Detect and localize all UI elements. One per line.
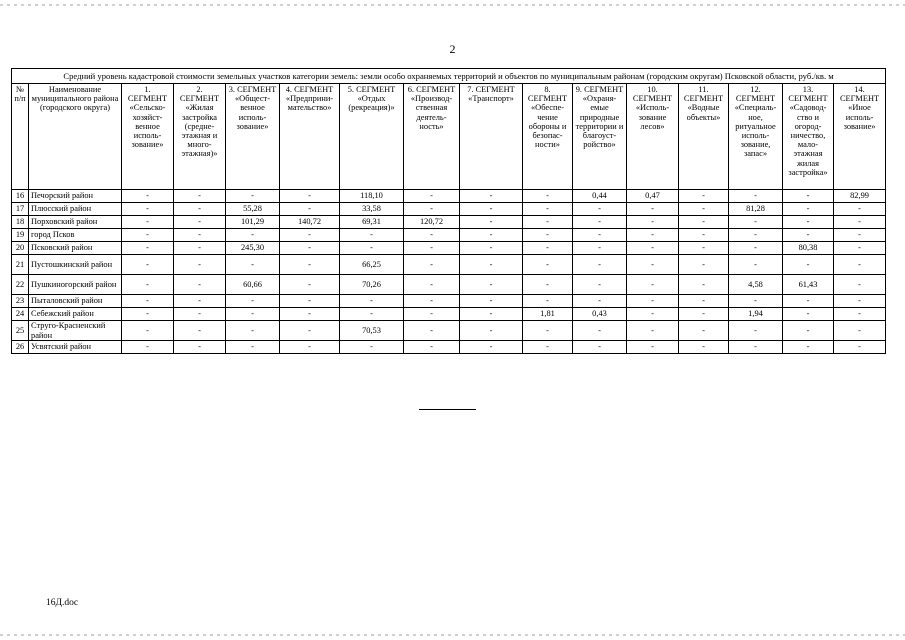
segment-value-cell: - bbox=[122, 229, 174, 242]
segment-value-cell: - bbox=[627, 203, 679, 216]
segment-value-cell: - bbox=[404, 255, 460, 275]
column-header-segment: 6. СЕГМЕНТ «Производ-ственная деятель-ность» bbox=[404, 84, 460, 190]
segment-value-cell: - bbox=[226, 229, 280, 242]
segment-value-cell: - bbox=[523, 203, 573, 216]
segment-value-cell: - bbox=[174, 295, 226, 308]
row-number: 24 bbox=[12, 308, 29, 321]
segment-value-cell: - bbox=[280, 190, 340, 203]
segment-value-cell: 101,29 bbox=[226, 216, 280, 229]
segment-value-cell: - bbox=[280, 275, 340, 295]
table-row bbox=[12, 242, 886, 255]
segment-value-cell: - bbox=[679, 242, 729, 255]
segment-value-cell: - bbox=[627, 321, 679, 341]
page-number: 2 bbox=[449, 42, 456, 56]
column-header-segment: 1. СЕГМЕНТ «Сельско-хозяйст-венное исполь-зование» bbox=[122, 84, 174, 190]
segment-value-cell: - bbox=[174, 255, 226, 275]
segment-value-cell: - bbox=[627, 308, 679, 321]
segment-value-cell: - bbox=[404, 308, 460, 321]
segment-value-cell: - bbox=[679, 216, 729, 229]
segment-value-cell: - bbox=[523, 275, 573, 295]
district-name: Плюсский район bbox=[29, 203, 122, 216]
segment-value-cell: - bbox=[783, 321, 834, 341]
table-row bbox=[12, 229, 886, 242]
segment-value-cell: - bbox=[460, 229, 523, 242]
segment-value-cell: - bbox=[627, 295, 679, 308]
segment-value-cell: - bbox=[226, 308, 280, 321]
segment-value-cell: - bbox=[783, 190, 834, 203]
segment-value-cell: - bbox=[174, 229, 226, 242]
district-name: Пушкиногорский район bbox=[29, 275, 122, 295]
segment-value-cell: - bbox=[280, 308, 340, 321]
segment-value-cell: - bbox=[834, 255, 886, 275]
row-number: 25 bbox=[12, 321, 29, 341]
segment-value-cell: - bbox=[783, 295, 834, 308]
segment-value-cell: - bbox=[174, 275, 226, 295]
segment-value-cell: - bbox=[404, 341, 460, 354]
scan-edge-top bbox=[0, 4, 905, 6]
segment-value-cell: 33,58 bbox=[340, 203, 404, 216]
segment-value-cell: 60,66 bbox=[226, 275, 280, 295]
segment-value-cell: - bbox=[122, 190, 174, 203]
segment-value-cell: 80,38 bbox=[783, 242, 834, 255]
segment-value-cell: - bbox=[523, 255, 573, 275]
segment-value-cell: - bbox=[573, 216, 627, 229]
segment-value-cell: - bbox=[280, 295, 340, 308]
segment-value-cell: - bbox=[679, 203, 729, 216]
segment-value-cell: - bbox=[783, 308, 834, 321]
segment-value-cell: - bbox=[404, 190, 460, 203]
column-header-segment: 10. СЕГМЕНТ «Исполь-зование лесов» bbox=[627, 84, 679, 190]
segment-value-cell: - bbox=[679, 341, 729, 354]
district-name: Себежский район bbox=[29, 308, 122, 321]
segment-value-cell: 70,26 bbox=[340, 275, 404, 295]
segment-value-cell: - bbox=[460, 242, 523, 255]
segment-value-cell: - bbox=[122, 275, 174, 295]
segment-value-cell: - bbox=[174, 308, 226, 321]
row-number: 20 bbox=[12, 242, 29, 255]
header-row bbox=[12, 84, 886, 190]
row-number: 23 bbox=[12, 295, 29, 308]
segment-value-cell: - bbox=[523, 216, 573, 229]
segment-value-cell: - bbox=[679, 321, 729, 341]
segment-value-cell: 0,44 bbox=[573, 190, 627, 203]
segment-value-cell: - bbox=[834, 341, 886, 354]
segment-value-cell: - bbox=[729, 229, 783, 242]
segment-value-cell: - bbox=[783, 216, 834, 229]
segment-value-cell: - bbox=[460, 255, 523, 275]
segment-value-cell: - bbox=[460, 216, 523, 229]
district-name: Псковский район bbox=[29, 242, 122, 255]
segment-value-cell: - bbox=[834, 242, 886, 255]
segment-value-cell: - bbox=[834, 216, 886, 229]
segment-value-cell: 66,25 bbox=[340, 255, 404, 275]
segment-value-cell: - bbox=[122, 321, 174, 341]
segment-value-cell: - bbox=[174, 242, 226, 255]
segment-value-cell: - bbox=[404, 203, 460, 216]
segment-value-cell: - bbox=[783, 203, 834, 216]
segment-value-cell: - bbox=[523, 341, 573, 354]
segment-value-cell: - bbox=[460, 341, 523, 354]
segment-value-cell: - bbox=[834, 203, 886, 216]
segment-value-cell: - bbox=[729, 295, 783, 308]
table-row bbox=[12, 275, 886, 295]
segment-value-cell: - bbox=[573, 255, 627, 275]
segment-value-cell: - bbox=[340, 341, 404, 354]
table-title: Средний уровень кадастровой стоимости земельных участков категории земель: земли особо охраняемых территорий и объектов по муниципальным районам (городским округам) Псковской области, руб./кв. м bbox=[12, 69, 886, 84]
segment-value-cell: - bbox=[122, 255, 174, 275]
segment-value-cell: - bbox=[280, 255, 340, 275]
segment-value-cell: - bbox=[834, 308, 886, 321]
segment-value-cell: 245,30 bbox=[226, 242, 280, 255]
segment-value-cell: 69,31 bbox=[340, 216, 404, 229]
segment-value-cell: - bbox=[404, 242, 460, 255]
segment-value-cell: - bbox=[122, 295, 174, 308]
segment-value-cell: - bbox=[226, 341, 280, 354]
segment-value-cell: - bbox=[523, 229, 573, 242]
segment-value-cell: - bbox=[280, 341, 340, 354]
segment-value-cell: 0,47 bbox=[627, 190, 679, 203]
segment-value-cell: - bbox=[340, 242, 404, 255]
table-row bbox=[12, 255, 886, 275]
table-row bbox=[12, 295, 886, 308]
column-header-segment: 13. СЕГМЕНТ «Садовод-ство и огород-ничество, мало-этажная жилая застройка» bbox=[783, 84, 834, 190]
district-name: Пыталовский район bbox=[29, 295, 122, 308]
end-rule bbox=[419, 409, 476, 410]
column-header-num: № п/п bbox=[12, 84, 29, 190]
segment-value-cell: - bbox=[783, 255, 834, 275]
segment-value-cell: - bbox=[573, 229, 627, 242]
row-number: 18 bbox=[12, 216, 29, 229]
segment-value-cell: 120,72 bbox=[404, 216, 460, 229]
segment-value-cell: - bbox=[404, 295, 460, 308]
district-name: Печорский район bbox=[29, 190, 122, 203]
segment-value-cell: - bbox=[122, 216, 174, 229]
segment-value-cell: - bbox=[679, 275, 729, 295]
segment-value-cell: - bbox=[122, 203, 174, 216]
segment-value-cell: - bbox=[834, 229, 886, 242]
segment-value-cell: 0,43 bbox=[573, 308, 627, 321]
segment-value-cell: - bbox=[573, 295, 627, 308]
segment-value-cell: - bbox=[729, 341, 783, 354]
row-number: 17 bbox=[12, 203, 29, 216]
segment-value-cell: - bbox=[679, 190, 729, 203]
footer-filename: 16Д.doc bbox=[46, 598, 79, 608]
segment-value-cell: 55,28 bbox=[226, 203, 280, 216]
segment-value-cell: - bbox=[280, 242, 340, 255]
column-header-segment: 7. СЕГМЕНТ «Транспорт» bbox=[460, 84, 523, 190]
segment-value-cell: - bbox=[627, 255, 679, 275]
segment-value-cell: - bbox=[729, 255, 783, 275]
segment-value-cell: - bbox=[460, 321, 523, 341]
district-name: Струго-Красненский район bbox=[29, 321, 122, 341]
segment-value-cell: - bbox=[729, 242, 783, 255]
segment-value-cell: - bbox=[460, 275, 523, 295]
segment-value-cell: - bbox=[729, 190, 783, 203]
segment-value-cell: - bbox=[783, 229, 834, 242]
segment-value-cell: - bbox=[460, 190, 523, 203]
segment-value-cell: - bbox=[280, 321, 340, 341]
segment-value-cell: - bbox=[460, 308, 523, 321]
segment-value-cell: - bbox=[627, 341, 679, 354]
district-name: Пустошкинский район bbox=[29, 255, 122, 275]
table-body bbox=[12, 190, 886, 354]
segment-value-cell: - bbox=[679, 229, 729, 242]
segment-value-cell: 1,94 bbox=[729, 308, 783, 321]
column-header-segment: 14. СЕГМЕНТ «Иное исполь-зование» bbox=[834, 84, 886, 190]
column-header-segment: 12. СЕГМЕНТ «Специаль-ное, ритуальное исполь-зование, запас» bbox=[729, 84, 783, 190]
table-row bbox=[12, 190, 886, 203]
segment-value-cell: 1,81 bbox=[523, 308, 573, 321]
segment-value-cell: 4,58 bbox=[729, 275, 783, 295]
row-number: 16 bbox=[12, 190, 29, 203]
segment-value-cell: - bbox=[834, 275, 886, 295]
segment-value-cell: - bbox=[174, 216, 226, 229]
column-header-segment: 2. СЕГМЕНТ «Жилая застройка (средне-этажная и много-этажная)» bbox=[174, 84, 226, 190]
segment-value-cell: - bbox=[627, 229, 679, 242]
segment-value-cell: - bbox=[404, 275, 460, 295]
district-name: город Псков bbox=[29, 229, 122, 242]
segment-value-cell: - bbox=[460, 295, 523, 308]
segment-value-cell: - bbox=[280, 203, 340, 216]
segment-value-cell: - bbox=[573, 341, 627, 354]
column-header-segment: 8. СЕГМЕНТ «Обеспе-чение обороны и безопас-ности» bbox=[523, 84, 573, 190]
segment-value-cell: - bbox=[573, 321, 627, 341]
segment-value-cell: - bbox=[460, 203, 523, 216]
segment-value-cell: - bbox=[280, 229, 340, 242]
segment-value-cell: - bbox=[523, 242, 573, 255]
row-number: 21 bbox=[12, 255, 29, 275]
segment-value-cell: - bbox=[834, 321, 886, 341]
segment-value-cell: - bbox=[783, 341, 834, 354]
segment-value-cell: - bbox=[122, 308, 174, 321]
segment-value-cell: - bbox=[523, 295, 573, 308]
segment-value-cell: - bbox=[679, 308, 729, 321]
segment-value-cell: - bbox=[679, 255, 729, 275]
segment-value-cell: - bbox=[834, 295, 886, 308]
segment-value-cell: - bbox=[122, 341, 174, 354]
segment-value-cell: - bbox=[627, 242, 679, 255]
segment-value-cell: 81,28 bbox=[729, 203, 783, 216]
segment-value-cell: - bbox=[174, 321, 226, 341]
segment-value-cell: - bbox=[226, 295, 280, 308]
segment-value-cell: - bbox=[729, 216, 783, 229]
segment-value-cell: - bbox=[340, 308, 404, 321]
scan-edge-bottom bbox=[0, 634, 905, 636]
segment-value-cell: - bbox=[404, 321, 460, 341]
segment-value-cell: - bbox=[573, 275, 627, 295]
segment-value-cell: - bbox=[679, 295, 729, 308]
segment-value-cell: 118,10 bbox=[340, 190, 404, 203]
segment-value-cell: - bbox=[523, 321, 573, 341]
row-number: 22 bbox=[12, 275, 29, 295]
segment-value-cell: - bbox=[174, 203, 226, 216]
segment-value-cell: - bbox=[174, 341, 226, 354]
segment-value-cell: - bbox=[627, 275, 679, 295]
district-name: Усвятский район bbox=[29, 341, 122, 354]
segment-value-cell: - bbox=[627, 216, 679, 229]
segment-value-cell: - bbox=[573, 203, 627, 216]
column-header-segment: 5. СЕГМЕНТ «Отдых (рекреация)» bbox=[340, 84, 404, 190]
district-name: Порховский район bbox=[29, 216, 122, 229]
column-header-name: Наименование муниципального района (городского округа) bbox=[29, 84, 122, 190]
segment-value-cell: - bbox=[340, 229, 404, 242]
segment-value-cell: - bbox=[340, 295, 404, 308]
segment-value-cell: - bbox=[174, 190, 226, 203]
column-header-segment: 11. СЕГМЕНТ «Водные объекты» bbox=[679, 84, 729, 190]
table-row bbox=[12, 216, 886, 229]
segment-value-cell: 61,43 bbox=[783, 275, 834, 295]
segment-value-cell: 70,53 bbox=[340, 321, 404, 341]
row-number: 19 bbox=[12, 229, 29, 242]
segment-value-cell: - bbox=[226, 190, 280, 203]
column-header-segment: 3. СЕГМЕНТ «Общест-венное исполь-зование» bbox=[226, 84, 280, 190]
table-row bbox=[12, 321, 886, 341]
table-row bbox=[12, 341, 886, 354]
cadastral-table-sheet bbox=[11, 68, 885, 354]
segment-value-cell: 140,72 bbox=[280, 216, 340, 229]
row-number: 26 bbox=[12, 341, 29, 354]
segment-value-cell: - bbox=[226, 255, 280, 275]
table-row bbox=[12, 203, 886, 216]
segment-value-cell: - bbox=[226, 321, 280, 341]
segment-value-cell: - bbox=[122, 242, 174, 255]
column-header-segment: 9. СЕГМЕНТ «Охраня-емые природные территории и благоуст-ройство» bbox=[573, 84, 627, 190]
segment-value-cell: - bbox=[729, 321, 783, 341]
column-header-segment: 4. СЕГМЕНТ «Предприни-мательство» bbox=[280, 84, 340, 190]
table-row bbox=[12, 308, 886, 321]
segment-value-cell: - bbox=[404, 229, 460, 242]
segment-value-cell: - bbox=[523, 190, 573, 203]
segment-value-cell: - bbox=[573, 242, 627, 255]
segment-value-cell: 82,99 bbox=[834, 190, 886, 203]
cadastral-value-table bbox=[11, 68, 886, 354]
